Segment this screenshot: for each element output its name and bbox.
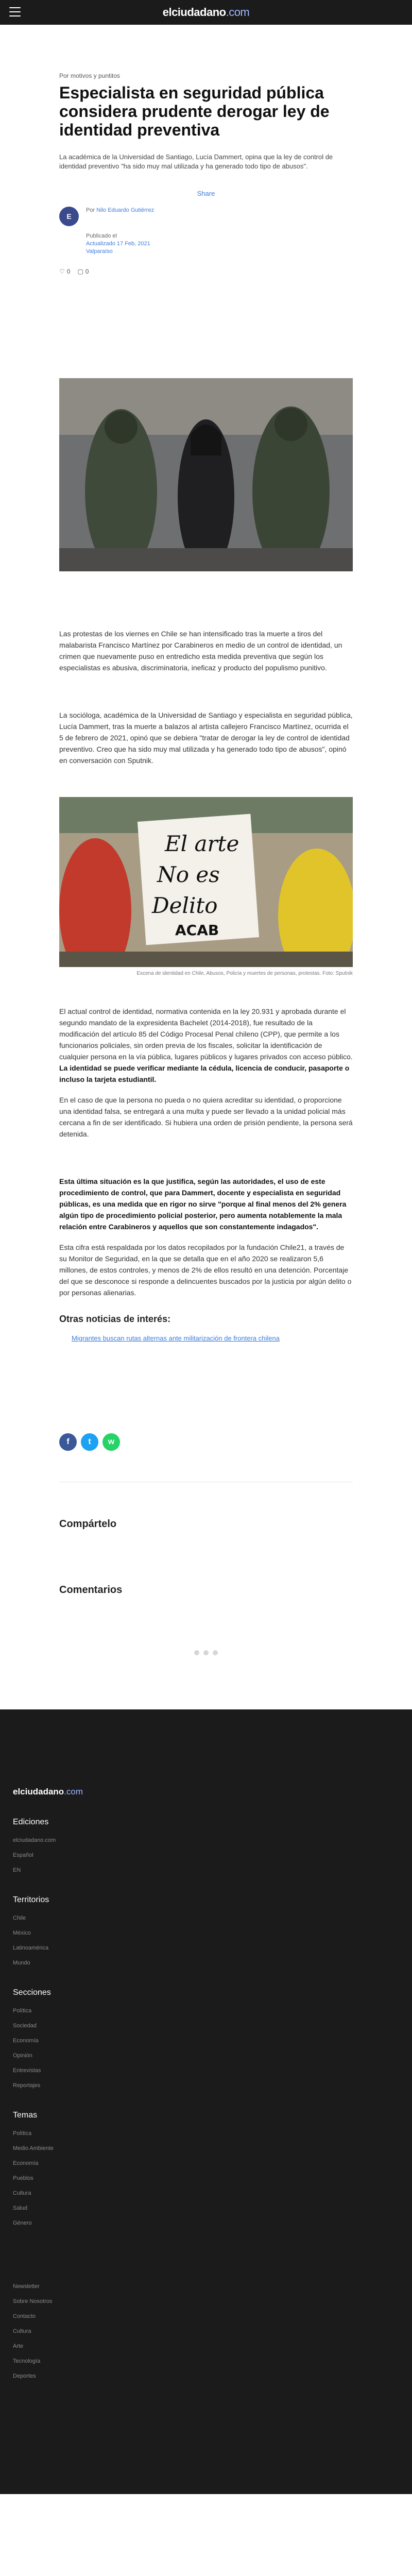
footer-link[interactable]: Cultura bbox=[13, 2190, 31, 2196]
article-paragraph-3-text: El actual control de identidad, normativa contenida en la ley 20.931 y aprobada durante el segundo mandato de la expresidenta Bachelet (2014-2018), fue resultado de la modificación del artículo 85 del Código Procesal Penal chileno (CPP), que permite a los funcionarios policiales, sin orden previa de los fiscales, solicitar la identificación de cualquier persona en la vía pública, lugares públicos y lugares privados con acceso público. bbox=[59, 1007, 353, 1061]
article-paragraph-5: Esta última situación es la que justifica, según las autoridades, el uso de este procedimiento de control, que para Dammert, docente y especialista en seguridad públicas, es una medida que en rigor no sirve "porque al final menos del 2% genera algún tipo de procedimiento policial posterior, pero aumenta notablemente la mala relación entre Carabineros y aquellos que son constantemente indagados". bbox=[59, 1177, 347, 1231]
footer-logo[interactable] bbox=[13, 1787, 409, 1797]
comments-block-title: Comentarios bbox=[59, 1584, 123, 1596]
hamburger-menu-icon[interactable] bbox=[9, 7, 21, 16]
article-paragraph-6: Esta cifra está respaldada por los datos recopilados por la fundación Chile21, a través de su Monitor de Seguridad, en la que se detalla que en el año 2020 se realizaron 5,6 millones, de estos controles, y menos de 2% de ellos resultó en una detención. Porcentaje del que se desconoce si responde a delincuentes buscados por la justicia por algún delito o por personas alienarias. bbox=[59, 1243, 352, 1297]
article-paragraph-4: En el caso de que la persona no pueda o no quiera acreditar su identidad, o proporcione una identidad falsa, se entregará a una multa y puede ser llevado a la unidad policial más cercana a fin de ser identificado. Si hubiera una orden de prisión pendiente, la persona será detenida. bbox=[59, 1096, 353, 1138]
photo-caption: Escena de identidad en Chile, Abusos, Policía y muertes de personas, protestas. Foto: Sputnik bbox=[136, 971, 353, 976]
footer-link[interactable]: Contacto bbox=[13, 2313, 36, 2319]
published-prefix: Publicado el bbox=[86, 233, 117, 239]
site-logo[interactable] bbox=[163, 6, 250, 19]
related-news-link[interactable]: Migrantes buscan rutas alternas ante militarización de frontera chilena bbox=[72, 1334, 280, 1342]
footer-heading: Territorios bbox=[13, 1895, 49, 1904]
facebook-share-button[interactable]: f bbox=[59, 1433, 77, 1451]
footer-heading: Temas bbox=[13, 2111, 38, 2120]
footer-group-territorios bbox=[13, 1895, 409, 1971]
author-meta bbox=[86, 207, 154, 214]
footer-link[interactable]: Medio Ambiente bbox=[13, 2145, 54, 2151]
comment-counter[interactable] bbox=[77, 268, 89, 275]
footer-link[interactable]: Deportes bbox=[13, 2373, 36, 2379]
article-lead: La académica de la Universidad de Santiago, Lucía Dammert, opina que la ley de control de identidad preventivo "ha sido muy mal utilizada y ha generado todo tipo de abusos". bbox=[59, 153, 333, 170]
footer-link[interactable]: Cultura bbox=[13, 2328, 31, 2334]
footer-link[interactable]: Pueblos bbox=[13, 2175, 33, 2181]
svg-text:ACAB: ACAB bbox=[175, 922, 219, 939]
footer-spacer bbox=[13, 2248, 409, 2279]
related-news-title: Otras noticias de interés: bbox=[59, 1314, 171, 1324]
like-count: 0 bbox=[66, 268, 71, 275]
footer-link[interactable]: Mundo bbox=[13, 1960, 30, 1966]
twitter-share-button[interactable]: t bbox=[81, 1433, 98, 1451]
footer-link[interactable]: Reportajes bbox=[13, 2082, 41, 2089]
article-paragraph-1: Las protestas de los viernes en Chile se han intensificado tras la muerte a tiros del malabarista Francisco Martínez por Carabineros en medio de un control de identidad, un crimen que nuevamente puso en entredicho esta medida preventiva que según los especialistas es abusiva, discriminatoria, ineficaz y producto del populismo punitivo. bbox=[59, 630, 342, 672]
whatsapp-share-button[interactable]: w bbox=[102, 1433, 120, 1451]
footer-link[interactable]: Economía bbox=[13, 2160, 39, 2166]
article-section-label[interactable]: Por motivos y puntitos bbox=[59, 72, 121, 79]
footer-link[interactable]: Salud bbox=[13, 2205, 28, 2211]
footer-link[interactable]: elciudadano.com bbox=[13, 1837, 56, 1843]
social-share-buttons bbox=[59, 1433, 353, 1451]
logo-suffix-text: .com bbox=[226, 6, 250, 19]
share-block-title: Compártelo bbox=[59, 1518, 117, 1530]
svg-text:El arte: El arte bbox=[165, 831, 239, 856]
svg-text:No es: No es bbox=[157, 862, 220, 887]
footer-group-ediciones bbox=[13, 1818, 409, 1878]
footer-group-institucional bbox=[13, 2279, 409, 2384]
footer-link[interactable]: Sociedad bbox=[13, 2023, 37, 2029]
footer-logo-main: elciudadano bbox=[13, 1787, 64, 1797]
comment-count: 0 bbox=[85, 268, 89, 275]
footer-link[interactable]: Sobre Nosotros bbox=[13, 2298, 53, 2304]
footer-link[interactable]: Opinión bbox=[13, 2053, 32, 2059]
footer-link[interactable]: Economía bbox=[13, 2038, 39, 2044]
logo-main-text: elciudadano bbox=[162, 6, 226, 19]
footer-link[interactable]: Política bbox=[13, 2130, 32, 2137]
footer-link[interactable]: Política bbox=[13, 2008, 32, 2014]
published-info bbox=[86, 232, 353, 256]
article-paragraph-3 bbox=[59, 1006, 353, 1085]
article-photo-protest-sign bbox=[59, 797, 353, 967]
svg-text:Delito: Delito bbox=[152, 893, 218, 918]
footer-group-temas bbox=[13, 2111, 409, 2231]
like-counter[interactable] bbox=[59, 268, 70, 275]
photo-illustration-arrest bbox=[59, 378, 353, 571]
share-link[interactable]: Share bbox=[197, 190, 215, 197]
footer-link[interactable]: EN bbox=[13, 1867, 21, 1873]
footer-link[interactable]: Entrevistas bbox=[13, 2067, 41, 2074]
footer-link[interactable]: Latinoamérica bbox=[13, 1945, 49, 1951]
site-footer bbox=[0, 1709, 412, 2494]
author-avatar[interactable]: E bbox=[59, 207, 79, 226]
footer-link[interactable]: Arte bbox=[13, 2343, 24, 2349]
comment-icon: ▢ bbox=[77, 268, 83, 275]
footer-heading: Secciones bbox=[13, 1988, 51, 1997]
footer-link[interactable]: Newsletter bbox=[13, 2283, 40, 2290]
footer-link[interactable]: México bbox=[13, 1930, 31, 1936]
footer-link[interactable]: Chile bbox=[13, 1915, 26, 1921]
published-location: Valparaíso bbox=[86, 248, 113, 255]
footer-heading: Ediciones bbox=[13, 1818, 49, 1826]
article-headline: Especialista en seguridad pública considera prudente derogar ley de identidad preventiva bbox=[59, 83, 330, 139]
top-navigation-bar bbox=[0, 0, 412, 25]
footer-link[interactable]: Tecnología bbox=[13, 2358, 41, 2364]
article-paragraph-2: La socióloga, académica de la Universidad de Santiago y especialista en seguridad pública, Lucía Dammert, tras la muerte a balazos al artista callejero Francisco Martínez, ocurrida el 5 de febrero de 2021, opinó que se debiera "tratar de derogar la ley de control de identidad preventivo. Creo que ha sido muy mal utilizada y ha generado todo tipo de abusos", opinó en conversación con Sputnik. bbox=[59, 711, 353, 765]
article-photo-protest-arrest bbox=[59, 378, 353, 571]
loading-dots bbox=[59, 1650, 353, 1655]
footer-link[interactable]: Género bbox=[13, 2220, 32, 2226]
heart-icon: ♡ bbox=[59, 268, 65, 275]
author-prefix: Por bbox=[86, 207, 95, 213]
footer-link[interactable]: Español bbox=[13, 1852, 33, 1858]
footer-group-secciones bbox=[13, 1988, 409, 2093]
author-name-link[interactable]: Nilo Eduardo Gutiérrez bbox=[96, 207, 154, 213]
footer-logo-suffix: .com bbox=[64, 1787, 83, 1797]
reactions-row bbox=[59, 268, 353, 275]
author-row bbox=[59, 207, 353, 226]
article-paragraph-3-bold: La identidad se puede verificar mediante la cédula, licencia de conducir, pasaporte o incluso la tarjeta estudiantil. bbox=[59, 1064, 350, 1083]
published-date: Actualizado 17 Feb, 2021 bbox=[86, 241, 150, 247]
photo-illustration-sign bbox=[59, 797, 353, 967]
article-body bbox=[59, 25, 353, 1655]
